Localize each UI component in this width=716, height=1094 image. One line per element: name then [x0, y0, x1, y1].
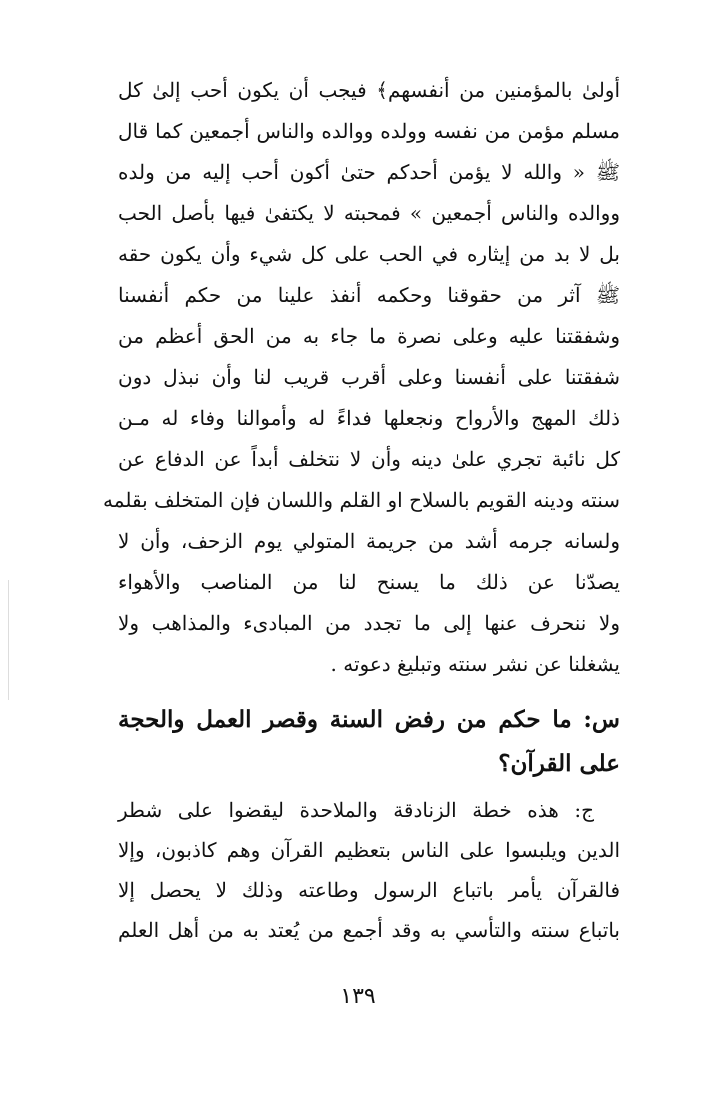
question-line: س: ما حكم من رفض السنة وقصر العمل والحجة	[118, 706, 620, 733]
text-line: ولسانه جرمه أشد من جريمة المتولي يوم الزحف، وأن لا	[118, 529, 620, 553]
text-line: ﷺ « والله لا يؤمن أحدكم حتىٰ أكون أحب إليه من ولده	[118, 160, 620, 184]
text-line: وشفقتنا عليه وعلى نصرة ما جاء به من الحق أعظم من	[118, 324, 620, 348]
body-paragraph	[103, 70, 620, 685]
text-line: ج: هذه خطة الزنادقة والملاحدة ليقضوا على شطر	[118, 798, 594, 822]
text-line: أولىٰ بالمؤمنين من أنفسهم﴾ فيجب أن يكون أحب إلىٰ كل	[118, 78, 620, 102]
text-line: ذلك المهج والأرواح ونجعلها فداءً له وأموالنا وفاء له مـن	[118, 406, 620, 430]
text-line: ﷺ آثر من حقوقنا وحكمه أنفذ علينا من حكم أنفسنا	[118, 283, 620, 307]
text-line: كل نائبة تجري علىٰ دينه وأن لا نتخلف أبداً عن الدفاع عن	[118, 447, 620, 471]
text-line: يصدّنا عن ذلك ما يسنح لنا من المناصب والأهواء	[118, 570, 620, 594]
answer-paragraph	[118, 790, 620, 950]
text-line: بل لا بد من إيثاره في الحب على كل شيء وأن يكون حقه	[118, 242, 620, 266]
question-heading	[118, 698, 620, 786]
text-line: ووالده والناس أجمعين » فمحبته لا يكتفىٰ فيها بأصل الحب	[118, 201, 620, 225]
page-edge-shadow	[8, 580, 9, 700]
text-line: يشغلنا عن نشر سنته وتبليغ دعوته .	[330, 652, 620, 676]
text-line: فالقرآن يأمر باتباع الرسول وطاعته وذلك لا يحصل إلا	[118, 878, 620, 902]
text-line: باتباع سنته والتأسي به وقد أجمع من يُعتد به من أهل العلم	[118, 918, 620, 942]
text-line: الدين ويلبسوا على الناس بتعظيم القرآن وهم كاذبون، وإلا	[118, 838, 620, 862]
text-line: مسلم مؤمن من نفسه وولده ووالده والناس أجمعين كما قال	[118, 119, 620, 143]
text-line: ولا ننحرف عنها إلى ما تجدد من المبادىء والمذاهب ولا	[118, 611, 620, 635]
text-line: شفقتنا على أنفسنا وعلى أقرب قريب لنا وأن نبذل دون	[118, 365, 620, 389]
page-number: ١٣٩	[340, 984, 376, 1009]
question-line: على القرآن؟	[498, 750, 620, 777]
text-line: سنته ودينه القويم بالسلاح او القلم واللسان فإن المتخلف بقلمه	[103, 488, 620, 512]
